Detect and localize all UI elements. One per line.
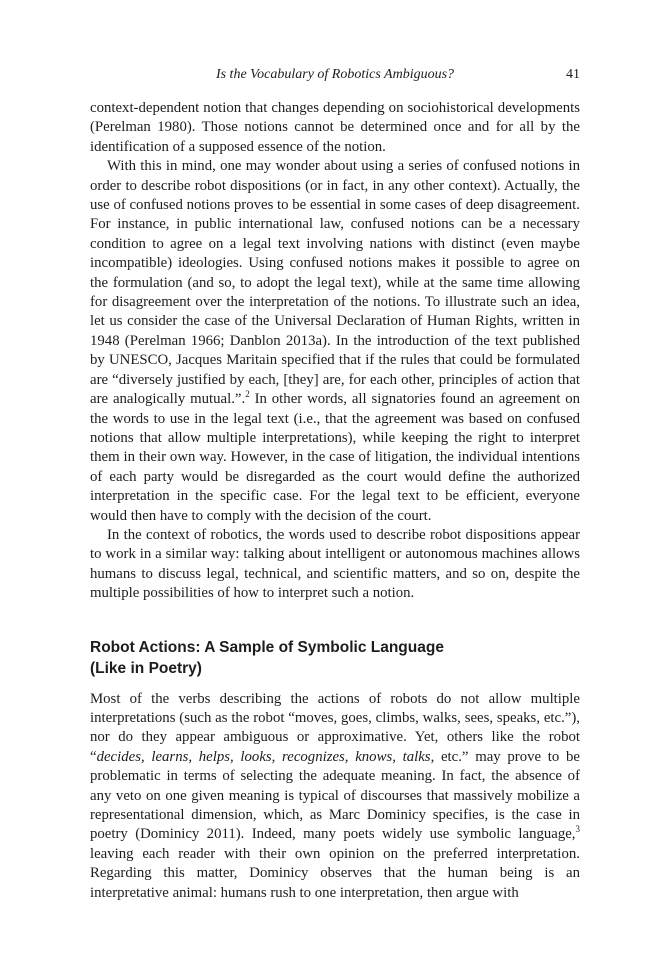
footnote-marker-2: 2 bbox=[245, 389, 250, 400]
page-number: 41 bbox=[566, 67, 580, 82]
running-head bbox=[90, 67, 580, 87]
footnote-marker-3: 3 bbox=[575, 824, 580, 835]
section-heading-line-2: (Like in Poetry) bbox=[90, 659, 202, 677]
paragraph-3: In the context of robotics, the words used to describe robot dispositions appear to work in a similar way: talking about intelligent or autonomous machines allows humans to discuss legal, technical, and scientific matters, and so on, despite the multiple possibilities of how to interpret such a notion. bbox=[90, 526, 580, 602]
paragraph-2-text-b: In other words, all signatories found an agreement on the words to use in the legal text (i.e., that the agreement was based on confused notions that allow multiple interpretations), while keeping the right to interpret them in their own way. However, in the case of litigation, the individual intentions of each party would be disregarded as the court would define the authorized interpretation in the specific case. For the legal text to be efficient, everyone would then have to comply with the decision of the court. bbox=[90, 391, 581, 524]
paragraph-2-text-a: With this in mind, one may wonder about using a series of confused notions in order to describe robot dispositions (or in fact, in any other context). Actually, the use of confused notions proves to be essential in some cases of deep disagreement. For instance, in public international law, confused notions can be a necessary condition to agree on a legal text involving nations with distinct (even maybe incompatible) ideologies. Using confused notions makes it possible to agree on the formulation (and so, to adopt the legal text), while at the same time allowing for disagreement over the interpretation of the notions. To illustrate such an idea, let us consider the case of the Universal Declaration of Human Rights, written in 1948 (Perelman 1966; Danblon 2013a). In the introduction of the text published by UNESCO, Jacques Maritain specified that if the rules that could be formulated are “diversely justified by each, [they] are, for each other, principles of action that are analogically mutual.”. bbox=[90, 158, 580, 408]
body-text bbox=[90, 99, 580, 903]
paragraph-4-italic-verbs: decides, learns, helps, looks, recognizes, knows, talks bbox=[96, 748, 431, 765]
paragraph-4-text-a: Most of the verbs describing the actions of robots do not allow multiple interpretations (such as the robot “moves, goes, climbs, walks, sees, speaks, etc.”), nor do they appear ambiguous or approximative. Yet, others like the robot “ bbox=[90, 690, 580, 765]
running-title: Is the Vocabulary of Robotics Ambiguous? bbox=[215, 67, 455, 82]
paragraph-1: context-dependent notion that changes depending on sociohistorical developments (Perelman 1980). Those notions cannot be determined once and for all by the identification of a supposed essence of the notion. bbox=[90, 100, 580, 155]
paragraph-4-text-b: , etc.” may prove to be problematic in terms of selecting the adequate meaning. In fact, the absence of any veto on one given meaning is typical of discourses that massively mobilize a representational dimension, which, as Marc Dominicy specifies, is the case in poetry (Dominicy 2011). Indeed, many poets widely use symbolic language, bbox=[90, 748, 580, 843]
section-heading-line-1: Robot Actions: A Sample of Symbolic Language bbox=[90, 638, 444, 656]
section-heading bbox=[90, 637, 580, 679]
paragraph-4-text-c: leaving each reader with their own opinion on the preferred interpretation. Regarding this matter, Dominicy observes that the human being is an interpretative animal: humans rush to one interpretation, then argue with bbox=[90, 845, 580, 901]
paragraph-2 bbox=[90, 157, 580, 526]
paragraph-4 bbox=[90, 690, 580, 903]
